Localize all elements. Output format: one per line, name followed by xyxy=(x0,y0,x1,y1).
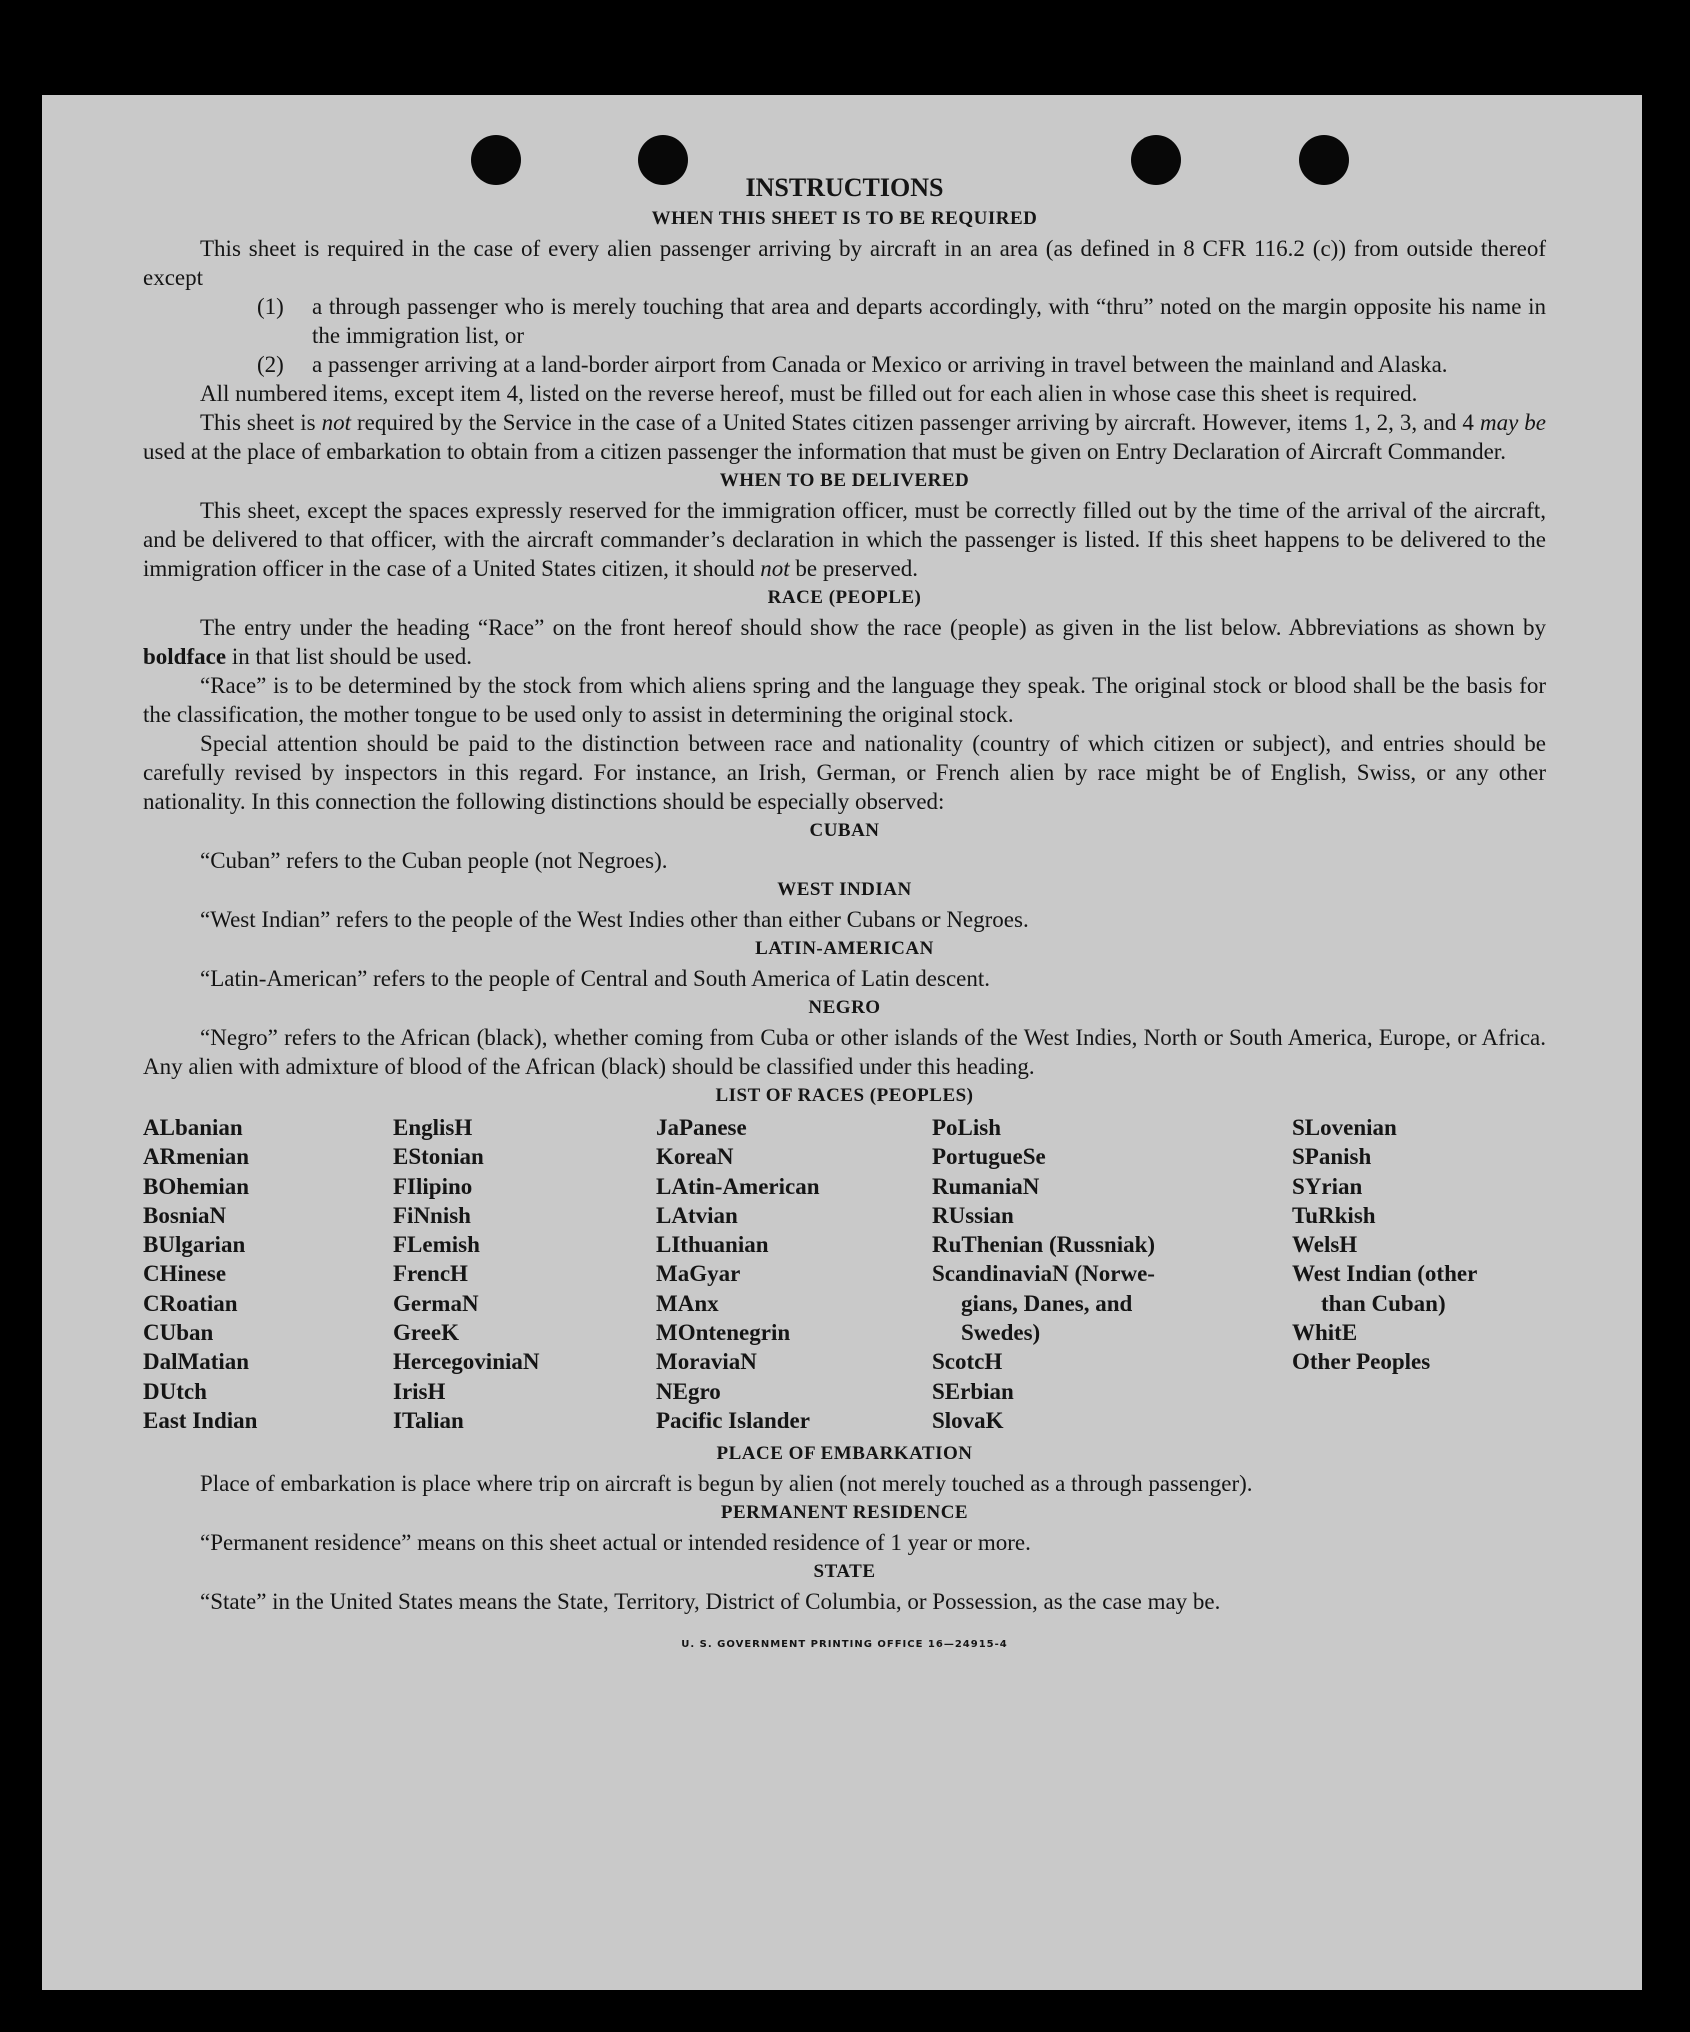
race-entry: DalMatian xyxy=(143,1349,250,1375)
printer-imprint: U. S. GOVERNMENT PRINTING OFFICE 16—24915-4 xyxy=(681,1639,1008,1651)
race-column xyxy=(393,1113,656,1435)
section-heading-list-of-races: LIST OF RACES (PEOPLES) xyxy=(715,1085,974,1106)
race-entry: JaPanese xyxy=(656,1115,747,1140)
race-entry: Other Peoples xyxy=(1292,1349,1431,1375)
item-number: (1) xyxy=(257,294,284,319)
race-entry: GreeK xyxy=(393,1320,459,1346)
paragraph: “State” in the United States means the State, Territory, District of Columbia, or Possession, as the case may be. xyxy=(200,1589,1221,1615)
race-entry: SYrian xyxy=(1292,1173,1363,1199)
race-entry: than Cuban) xyxy=(1321,1290,1446,1316)
race-entry: SErbian xyxy=(932,1378,1014,1404)
item-text: a through passenger who is merely touching that area and departs accordingly, with “thru” noted on the margin opposite his name in the immigration list, or xyxy=(312,294,1546,348)
race-entry: East Indian xyxy=(143,1407,258,1433)
race-entry: gians, Danes, and xyxy=(961,1290,1133,1316)
race-entry: BOhemian xyxy=(143,1173,250,1199)
race-entry: RuThenian (Russniak) xyxy=(932,1232,1156,1258)
race-entry: MAnx xyxy=(656,1290,719,1316)
list-item xyxy=(143,350,1546,379)
race-entry: ScotcH xyxy=(932,1349,1003,1375)
section-heading-place-of-embarkation: PLACE OF EMBARKATION xyxy=(716,1443,973,1465)
document-title: INSTRUCTIONS xyxy=(745,173,944,202)
section-heading-permanent-residence: PERMANENT RESIDENCE xyxy=(720,1502,969,1524)
race-entry: NEgro xyxy=(656,1378,721,1404)
section-heading-race: RACE (PEOPLE) xyxy=(767,587,922,608)
section-heading-negro: NEGRO xyxy=(808,997,881,1018)
section-heading-state: STATE xyxy=(813,1561,876,1583)
paragraph: This sheet is required in the case of every alien passenger arriving by aircraft in an area (as defined in 8 CFR 116.2 (c)) from outside thereof except xyxy=(143,236,1546,290)
paragraph: All numbered items, except item 4, listed on the reverse hereof, must be filled out for each alien in whose case this sheet is required. xyxy=(200,381,1418,406)
race-entry: Pacific Islander xyxy=(656,1407,810,1433)
paragraph: “Cuban” refers to the Cuban people (not Negroes). xyxy=(200,848,668,873)
race-entry: SLovenian xyxy=(1292,1115,1397,1140)
race-entry: DUtch xyxy=(143,1378,207,1404)
race-entry: Swedes) xyxy=(961,1320,1041,1346)
document-body xyxy=(143,173,1546,1659)
race-entry: LIthuanian xyxy=(656,1232,769,1258)
race-entry: ALbanian xyxy=(143,1115,243,1140)
race-entry: PortugueSe xyxy=(932,1144,1046,1170)
race-entry: CHinese xyxy=(143,1261,227,1287)
race-entry: TuRkish xyxy=(1292,1202,1376,1228)
race-entry: SPanish xyxy=(1292,1144,1372,1170)
race-entry: IrisH xyxy=(393,1378,446,1404)
paragraph: “Permanent residence” means on this sheet actual or intended residence of 1 year or more. xyxy=(200,1530,1031,1556)
race-column xyxy=(932,1113,1292,1435)
race-entry: CRoatian xyxy=(143,1290,238,1316)
race-entry: FLemish xyxy=(393,1232,480,1258)
section-heading-west-indian: WEST INDIAN xyxy=(777,879,912,900)
paragraph: “Negro” refers to the African (black), whether coming from Cuba or other islands of the West Indies, North or South America, Europe, or Africa. Any alien with admixture of blood of the African (black) should be classified under this heading. xyxy=(143,1025,1546,1079)
race-entry: SlovaK xyxy=(932,1407,1004,1433)
race-entry: GermaN xyxy=(393,1290,479,1316)
race-entry: West Indian (other xyxy=(1292,1261,1478,1287)
race-entry: RumaniaN xyxy=(932,1173,1040,1199)
race-entry: MaGyar xyxy=(656,1261,741,1287)
paragraph: This sheet, except the spaces expressly reserved for the immigration officer, must be correctly filled out by the time of the arrival of the aircraft, and be delivered to that officer, with the aircraft commander’s declaration in which the passenger is listed. If this sheet happens to be delivered to the immigration officer in the case of a United States citizen, it should not be preserved. xyxy=(143,498,1546,581)
race-entry: HercegoviniaN xyxy=(393,1349,540,1375)
section-heading-cuban: CUBAN xyxy=(809,820,880,841)
paragraph: “Race” is to be determined by the stock from which aliens spring and the language they speak. The original stock or blood shall be the basis for the classification, the mother tongue to be used only to assist in determining the original stock. xyxy=(143,673,1546,727)
race-entry: ITalian xyxy=(393,1407,464,1433)
paragraph: “Latin-American” refers to the people of Central and South America of Latin descent. xyxy=(200,966,990,991)
section-heading-latin-american: LATIN-AMERICAN xyxy=(755,938,934,959)
race-entry: BosniaN xyxy=(143,1202,227,1228)
race-entry: ARmenian xyxy=(143,1144,250,1170)
race-entry: ScandinaviaN (Norwe- xyxy=(932,1261,1155,1287)
race-column xyxy=(143,1113,393,1435)
race-entry: FIlipino xyxy=(393,1173,473,1199)
race-entry: KoreaN xyxy=(656,1144,734,1170)
item-text: a passenger arriving at a land-border airport from Canada or Mexico or arriving in travel between the mainland and Alaska. xyxy=(312,352,1448,377)
race-entry: LAtin-American xyxy=(656,1173,820,1199)
race-entry: WelsH xyxy=(1292,1232,1358,1258)
race-entry: FrencH xyxy=(393,1261,468,1287)
paragraph: Special attention should be paid to the distinction between race and nationality (country of which citizen or subject), and entries should be carefully revised by inspectors in this regard. For instance, an Irish, German, or French alien by race might be of English, Swiss, or any other nationality. In this connection the following distinctions should be especially observed: xyxy=(143,731,1546,814)
section-heading-when-required: WHEN THIS SHEET IS TO BE REQUIRED xyxy=(651,208,1038,229)
race-entry: MOntenegrin xyxy=(656,1320,791,1346)
item-number: (2) xyxy=(257,352,284,377)
paragraph: “West Indian” refers to the people of the West Indies other than either Cubans or Negroes. xyxy=(200,907,1029,932)
race-entry: LAtvian xyxy=(656,1202,738,1228)
list-item xyxy=(143,292,1546,350)
race-entry: EnglisH xyxy=(393,1115,473,1140)
race-entry: WhitE xyxy=(1292,1320,1358,1346)
race-entry: EStonian xyxy=(393,1144,484,1170)
paragraph: Place of embarkation is place where trip on aircraft is begun by alien (not merely touched as a through passenger). xyxy=(200,1471,1253,1497)
race-column xyxy=(1292,1113,1546,1435)
race-entry: CUban xyxy=(143,1320,214,1346)
document-sheet xyxy=(42,95,1642,1990)
race-column xyxy=(656,1113,932,1435)
race-entry: PoLish xyxy=(932,1115,1002,1140)
race-entry: RUssian xyxy=(932,1202,1014,1228)
race-entry: MoraviaN xyxy=(656,1349,757,1375)
paragraph: This sheet is not required by the Service in the case of a United States citizen passenger arriving by aircraft. However, items 1, 2, 3, and 4 may be used at the place of embarkation to obtain from a citizen passenger the information that must be given on Entry Declaration of Aircraft Commander. xyxy=(143,410,1547,464)
race-list xyxy=(143,1113,1546,1435)
race-entry: FiNnish xyxy=(393,1202,471,1228)
section-heading-when-delivered: WHEN TO BE DELIVERED xyxy=(719,470,970,491)
race-entry: BUlgarian xyxy=(143,1232,246,1258)
paragraph: The entry under the heading “Race” on the front hereof should show the race (people) as given in the list below. Abbreviations as shown by boldface in that list should be used. xyxy=(143,615,1546,669)
